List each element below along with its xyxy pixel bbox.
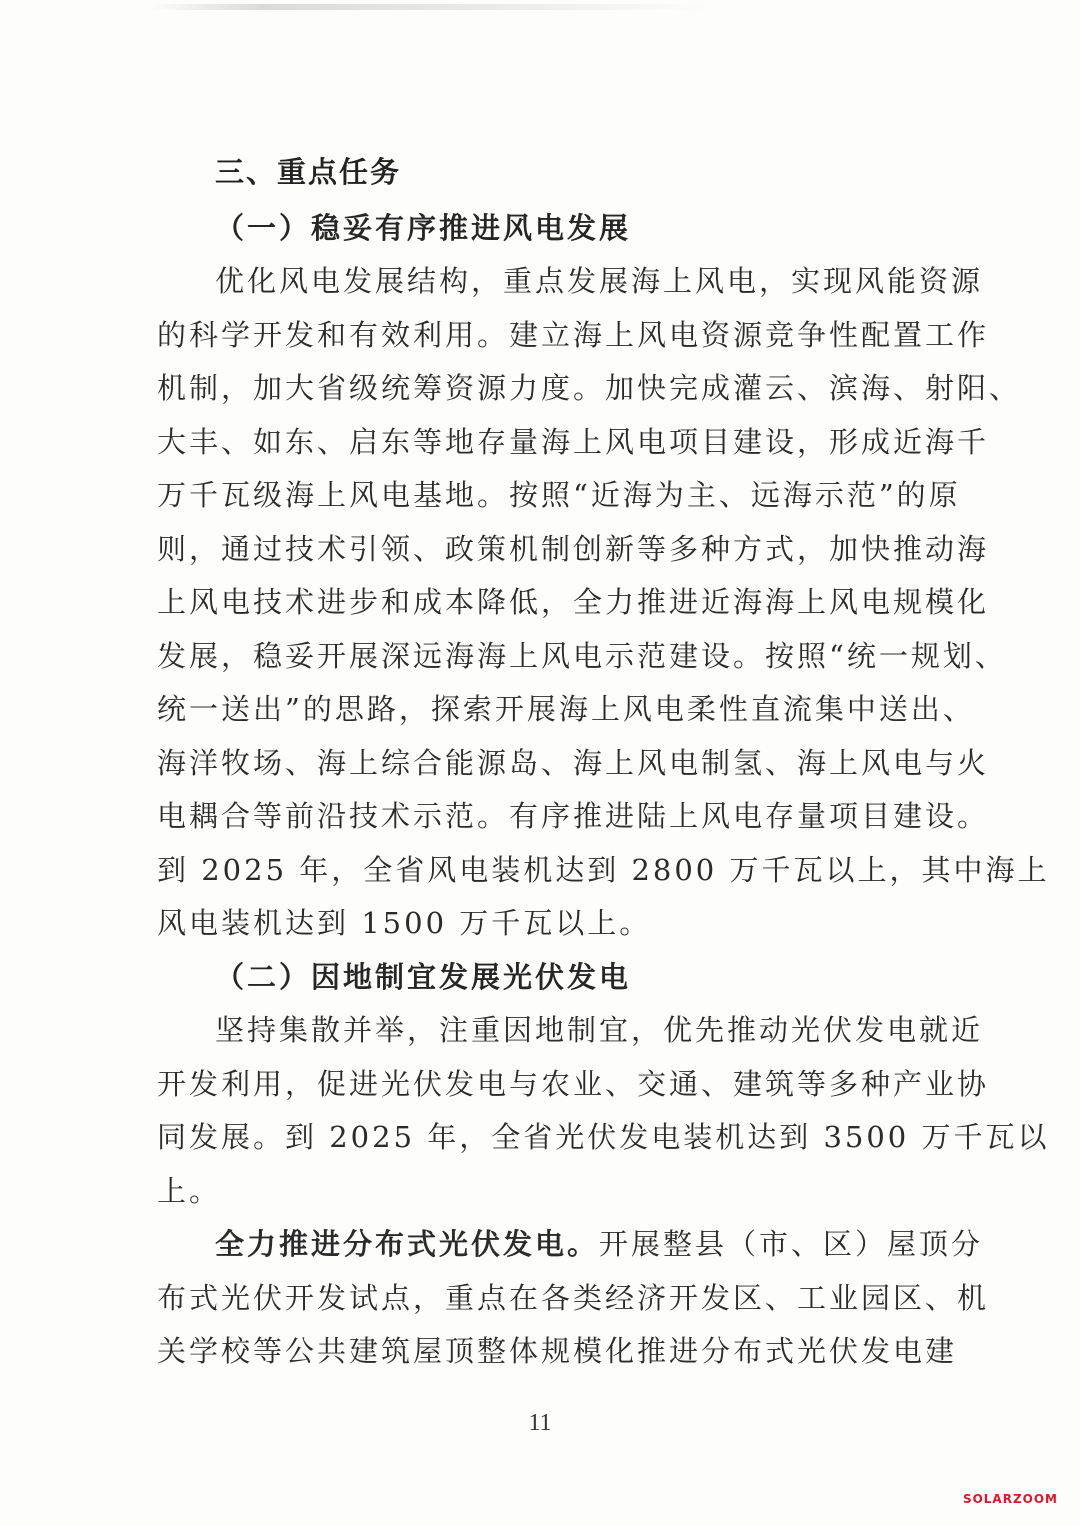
paragraph-line: 的科学开发和有效利用。建立海上风电资源竞争性配置工作 (157, 317, 990, 352)
scan-artifact (150, 4, 710, 10)
paragraph-line: 大丰、如东、启东等地存量海上风电项目建设，形成近海千 (157, 424, 990, 459)
paragraph-line: 发展，稳妥开展深远海海上风电示范建设。按照“统一规划、 (157, 638, 1007, 673)
paragraph-line: 坚持集散并举，注重因地制宜，优先推动光伏发电就近 (215, 1013, 984, 1047)
paragraph-line (157, 1218, 984, 1272)
paragraph-solar-power (157, 1004, 1050, 1218)
subsection-heading-1: （一）稳妥有序推进风电发展 (215, 210, 632, 245)
paragraph-line: 风电装机达到 1500 万千瓦以上。 (157, 906, 652, 940)
paragraph-line: 海洋牧场、海上综合能源岛、海上风电制氢、海上风电与火 (157, 745, 990, 780)
document-body (157, 146, 1050, 1379)
paragraph-line: 开发利用，促进光伏发电与农业、交通、建筑等多种产业协 (157, 1066, 990, 1101)
paragraph-wind-power (157, 255, 1050, 951)
paragraph-line-text: 开展整县（市、区）屋顶分 (599, 1227, 984, 1261)
paragraph-line: 机制，加大省级统筹资源力度。加快完成灌云、滨海、射阳、 (157, 371, 1022, 405)
paragraph-line: 优化风电发展结构，重点发展海上风电，实现风能资源 (215, 264, 984, 298)
paragraph-line: 到 2025 年，全省风电装机达到 2800 万千瓦以上，其中海上 (157, 852, 1050, 887)
paragraph-line: 同发展。到 2025 年，全省光伏发电装机达到 3500 万千瓦以 (157, 1120, 1050, 1154)
paragraph-line: 则，通过技术引领、政策机制创新等多种方式，加快推动海 (157, 531, 990, 566)
paragraph-line: 万千瓦级海上风电基地。按照“近海为主、远海示范”的原 (157, 478, 961, 512)
page-number: 11 (528, 1410, 552, 1436)
paragraph-line: 上风电技术进步和成本降低，全力推进近海海上风电规模化 (157, 585, 990, 619)
paragraph-line: 关学校等公共建筑屋顶整体规模化推进分布式光伏发电建 (157, 1334, 958, 1368)
section-heading: 三、重点任务 (215, 155, 402, 189)
paragraph-line: 电耦合等前沿技术示范。有序推进陆上风电存量项目建设。 (157, 799, 990, 833)
paragraph-line: 统一送出”的思路，探索开展海上风电柔性直流集中送出、 (157, 692, 975, 726)
subsection-heading-2: （二）因地制宜发展光伏发电 (215, 959, 632, 994)
paragraph-distributed-pv (157, 1218, 990, 1379)
paragraph-lead-phrase: 全力推进分布式光伏发电。 (215, 1227, 600, 1261)
paragraph-line: 上。 (157, 1173, 222, 1208)
paragraph-line: 布式光伏开发试点，重点在各类经济开发区、工业园区、机 (157, 1280, 990, 1315)
watermark-logo: SOLARZOOM (962, 1492, 1058, 1506)
